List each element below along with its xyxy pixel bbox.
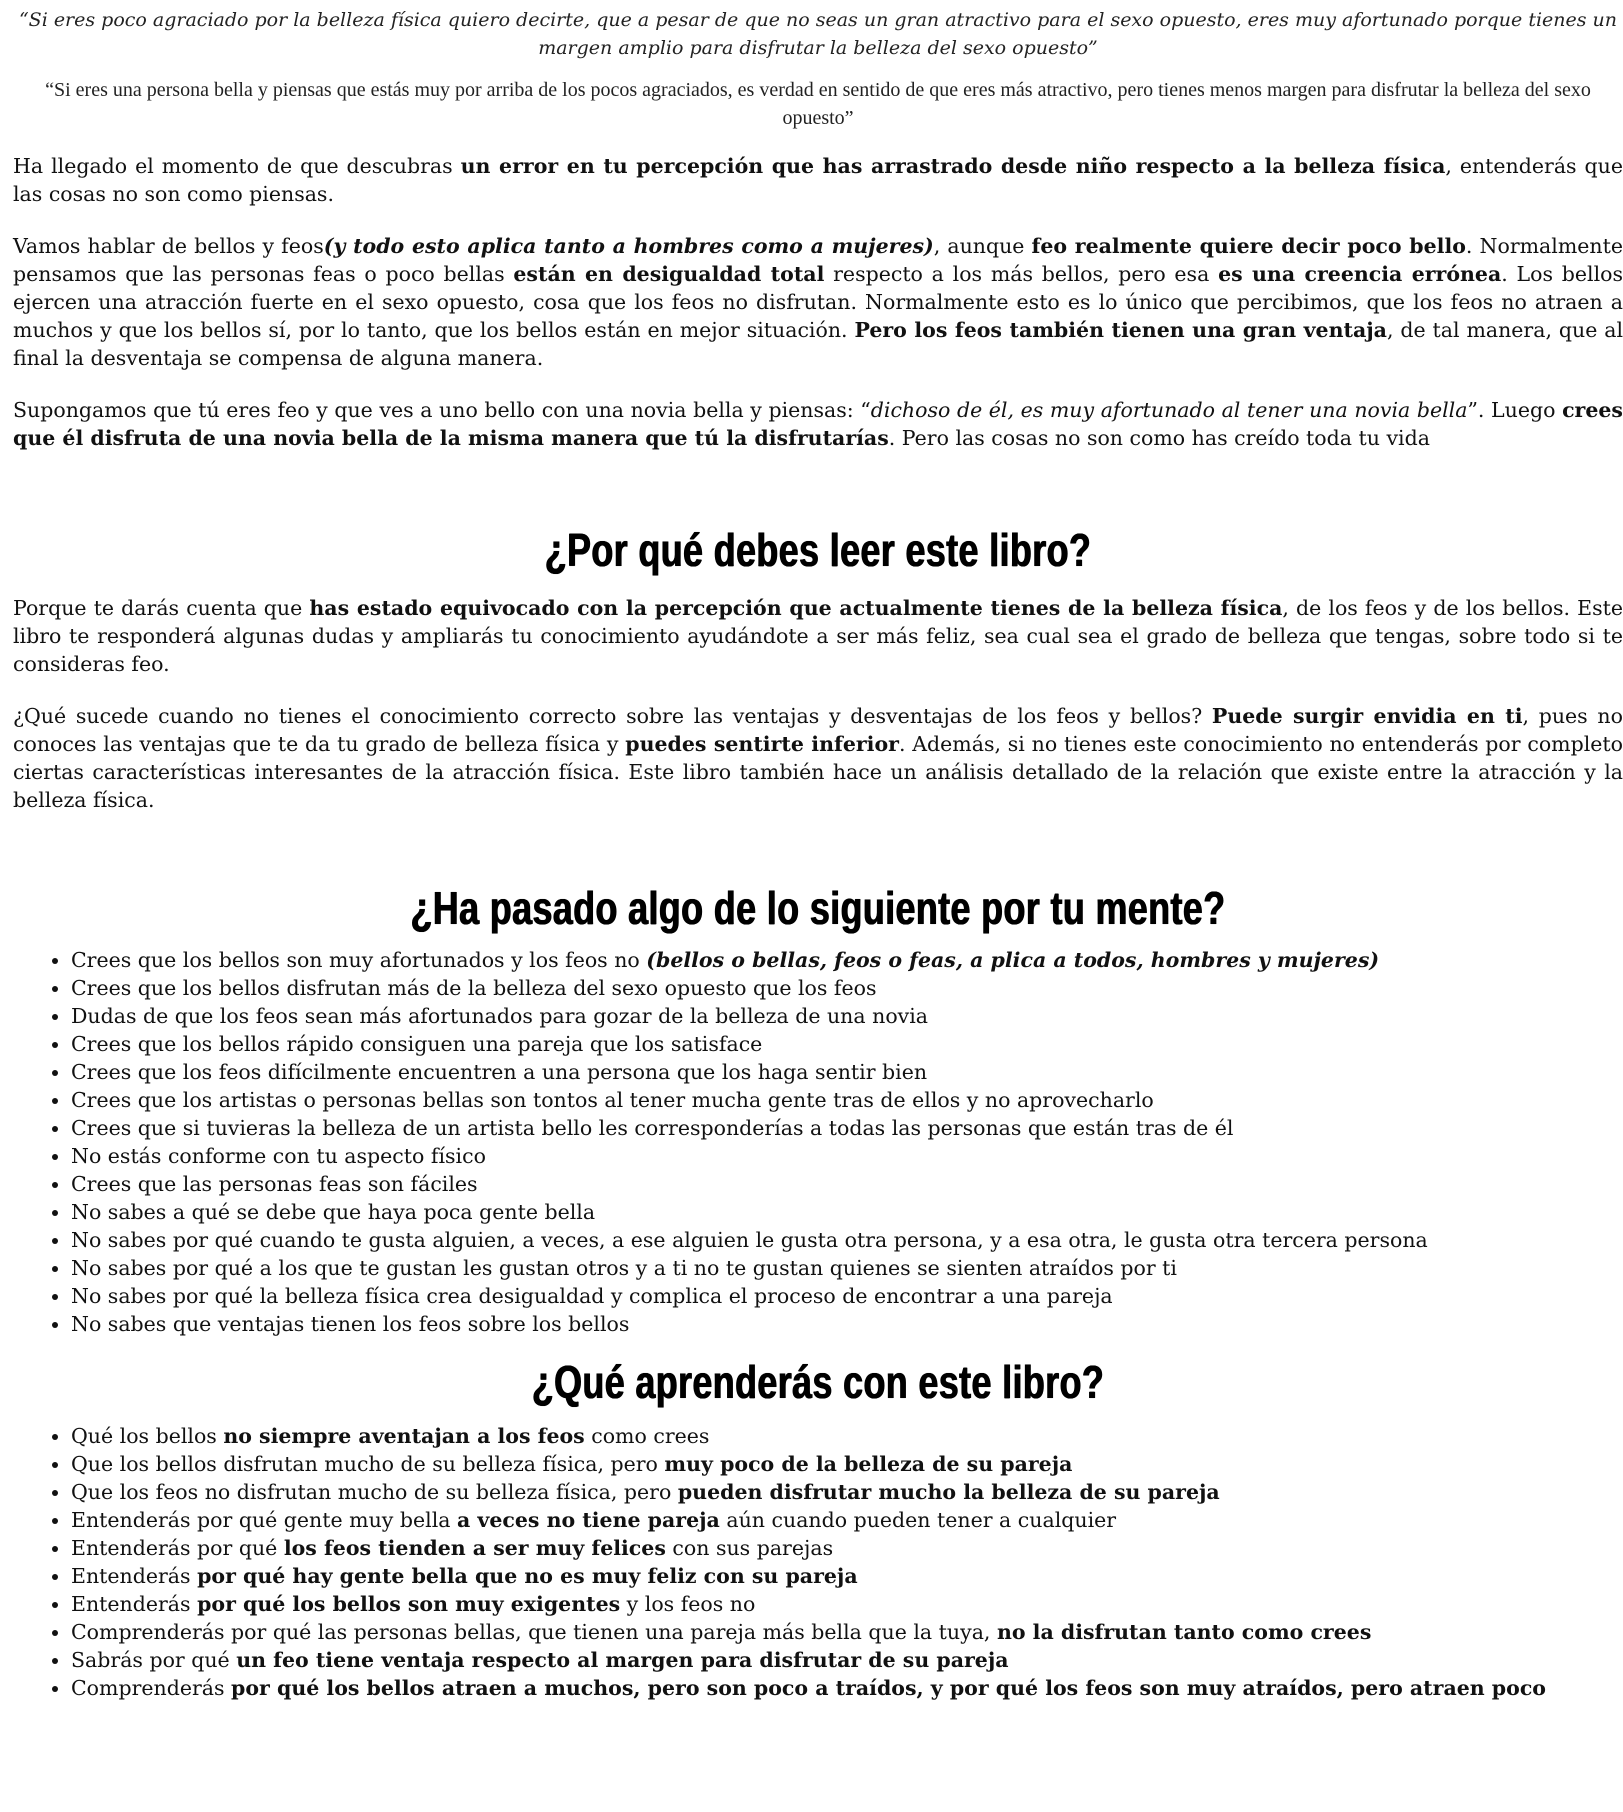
list-item [71,1478,1623,1506]
thoughts-list [13,946,1623,1338]
bold-text: Pero los feos también tienen una gran ventaja [854,318,1387,342]
list-item [71,1170,1623,1198]
list-item [71,1282,1623,1310]
text-run: , pues no conoces las ventajas que te da tu grado de belleza física y [13,704,1623,756]
text-run: aún cuando pueden tener a cualquier [719,1508,1117,1532]
list-item [71,1198,1623,1226]
text-run: Sabrás por qué [71,1648,237,1672]
text-run: Crees que las personas feas son fáciles [71,1172,478,1196]
bold-text: pueden disfrutar mucho la belleza de su pareja [677,1480,1220,1504]
bold-text: no siempre aventajan a los feos [223,1424,585,1448]
text-run: como crees [584,1424,710,1448]
text-run: Crees que los bellos rápido consiguen una pareja que los satisface [71,1032,763,1056]
list-item [71,1506,1623,1534]
bold-text: por qué los bellos atraen a muchos, pero son poco a traídos, y por qué los feos son muy atraídos, pero atraen poco [231,1676,1546,1700]
text-run: Crees que los artistas o personas bellas son tontos al tener mucha gente tras de ellos y no aprovecharlo [71,1088,1154,1112]
list-item [71,1422,1623,1450]
text-run: . Los bellos ejercen una atracción fuerte en el sexo opuesto, cosa que los feos no disfrutan. Normalmente esto es lo único que percibimos, que los feos no atraen a muchos y que los bellos sí, por lo tanto, que los bellos están en mejor situación. [13,262,1623,342]
text-run: Crees que los feos difícilmente encuentren a una persona que los haga sentir bien [71,1060,928,1084]
bold-text: puedes sentirte inferior [625,732,899,756]
text-run: y los feos no [620,1592,756,1616]
heading-why-read: ¿Por qué debes leer este libro? [544,524,1092,576]
list-item [71,1310,1623,1338]
bold-text: por qué los bellos son muy exigentes [197,1592,621,1616]
text-run: Entenderás [71,1592,198,1616]
intro-paragraph-1 [13,152,1623,208]
list-item [71,1030,1623,1058]
bold-text: muy poco de la belleza de su pareja [664,1452,1073,1476]
bold-text: has estado equivocado con la percepción que actualmente tienes de la belleza física [309,596,1283,620]
list-item [71,1646,1623,1674]
text-run: Comprenderás [71,1676,232,1700]
list-item [71,1618,1623,1646]
bold-italic-text: (y todo esto aplica tanto a hombres como a mujeres) [323,234,934,258]
text-run: Ha llegado el momento de que descubras [13,154,461,178]
list-item [71,1114,1623,1142]
bold-text: feo realmente quiere decir poco bello [1031,234,1466,258]
bold-text: es una creencia errónea [1218,262,1502,286]
bold-text: crees que él disfruta de una novia bella de la misma manera que tú la disfrutarías [13,398,1623,450]
text-run: ¿Qué sucede cuando no tienes el conocimiento correcto sobre las ventajas y desventajas de los feos y bellos? [13,704,1212,728]
text-run: No estás conforme con tu aspecto físico [71,1144,486,1168]
text-run: ”. Luego [1467,398,1563,422]
text-run: Que los feos no disfrutan mucho de su belleza física, pero [71,1480,678,1504]
text-run: Entenderás por qué [71,1536,284,1560]
text-run: Comprenderás por qué las personas bellas, que tienen una pareja más bella que la tuya, [71,1620,997,1644]
learn-list [13,1422,1623,1702]
list-item [71,1086,1623,1114]
text-run: Qué los bellos [71,1424,224,1448]
text-run: . Normalmente pensamos que las personas feas o poco bellas [13,234,1623,286]
text-run: con sus parejas [665,1536,834,1560]
intro-paragraph-3 [13,396,1623,452]
bold-italic-text: (bellos o bellas, feos o feas, a plica a todos, hombres y mujeres) [646,948,1380,972]
intro-paragraph-2 [13,232,1623,372]
text-run: , de tal manera, que al final la desventaja se compensa de alguna manera. [13,318,1623,370]
text-run: Que los bellos disfrutan mucho de su belleza física, pero [71,1452,665,1476]
list-item [71,1226,1623,1254]
text-run: Supongamos que tú eres feo y que ves a uno bello con una novia bella y piensas: “ [13,398,871,422]
list-item [71,1534,1623,1562]
text-run: respecto a los más bellos, pero esa [824,262,1219,286]
text-run: No sabes que ventajas tienen los feos sobre los bellos [71,1312,630,1336]
text-run: , entenderás que las cosas no son como piensas. [13,154,1623,206]
text-run: , de los feos y de los bellos. Este libro te responderá algunas dudas y ampliarás tu conocimiento ayudándote a ser más feliz, sea cual sea el grado de belleza que tengas, sobre todo si te consideras feo. [13,596,1623,676]
quote-ugly: “Si eres poco agraciado por la belleza física quiero decirte, que a pesar de que no seas un gran atractivo para el sexo opuesto, eres muy afortunado porque tienes un margen amplio para disfrutar la belleza del sexo opuesto” [18,9,1618,59]
bold-text: no la disfrutan tanto como crees [996,1620,1372,1644]
text-run: . Pero las cosas no son como has creído toda tu vida [888,426,1430,450]
text-run: Crees que los bellos disfrutan más de la belleza del sexo opuesto que los feos [71,976,877,1000]
bold-text: están en desigualdad total [513,262,825,286]
quote-beautiful: “Si eres una persona bella y piensas que estás muy por arriba de los pocos agraciados, es verdad en sentido de que eres más atractivo, pero tienes menos margen para disfrutar la belleza del sexo opuesto” [45,79,1591,129]
list-item [71,1450,1623,1478]
list-item [71,974,1623,1002]
document-content [13,6,1623,1702]
bold-text: los feos tienden a ser muy felices [283,1536,666,1560]
text-run: Crees que los bellos son muy afortunados y los feos no [71,948,647,972]
text-run: Crees que si tuvieras la belleza de un artista bello les corresponderías a todas las personas que están tras de él [71,1116,1234,1140]
text-run: . Además, si no tienes este conocimiento no entenderás por completo ciertas características interesantes de la atracción física. Este libro también hace un análisis detallado de la relación que existe entre la atracción y la belleza física. [13,732,1623,812]
list-item [71,946,1623,974]
bold-text: a veces no tiene pareja [457,1508,720,1532]
bold-text: Puede surgir envidia en ti [1211,704,1523,728]
why-read-paragraph-2 [13,702,1623,814]
heading-thoughts: ¿Ha pasado algo de lo siguiente por tu mente? [410,882,1226,934]
bold-text: por qué hay gente bella que no es muy feliz con su pareja [197,1564,858,1588]
list-item [71,1002,1623,1030]
text-run: Porque te darás cuenta que [13,596,310,620]
text-run: No sabes por qué a los que te gustan les gustan otros y a ti no te gustan quienes se sienten atraídos por ti [71,1256,1177,1280]
text-run: Vamos hablar de bellos y feos [13,234,324,258]
text-run: No sabes a qué se debe que haya poca gente bella [71,1200,596,1224]
text-run: , aunque [933,234,1032,258]
list-item [71,1254,1623,1282]
why-read-paragraph-1 [13,594,1623,678]
text-run: No sabes por qué cuando te gusta alguien, a veces, a ese alguien le gusta otra persona, y a esa otra, le gusta otra tercera persona [71,1228,1428,1252]
bold-text: un feo tiene ventaja respecto al margen para disfrutar de su pareja [236,1648,1009,1672]
text-run: Entenderás [71,1564,198,1588]
text-run: Dudas de que los feos sean más afortunados para gozar de la belleza de una novia [71,1004,929,1028]
list-item [71,1674,1623,1702]
list-item [71,1142,1623,1170]
heading-learn: ¿Qué aprenderás con este libro? [531,1356,1105,1408]
list-item [71,1590,1623,1618]
text-run: No sabes por qué la belleza física crea desigualdad y complica el proceso de encontrar a una pareja [71,1284,1113,1308]
italic-text: dichoso de él, es muy afortunado al tener una novia bella [870,398,1468,422]
bold-text: un error en tu percepción que has arrastrado desde niño respecto a la belleza física [460,154,1446,178]
text-run: Entenderás por qué gente muy bella [71,1508,457,1532]
list-item [71,1058,1623,1086]
list-item [71,1562,1623,1590]
